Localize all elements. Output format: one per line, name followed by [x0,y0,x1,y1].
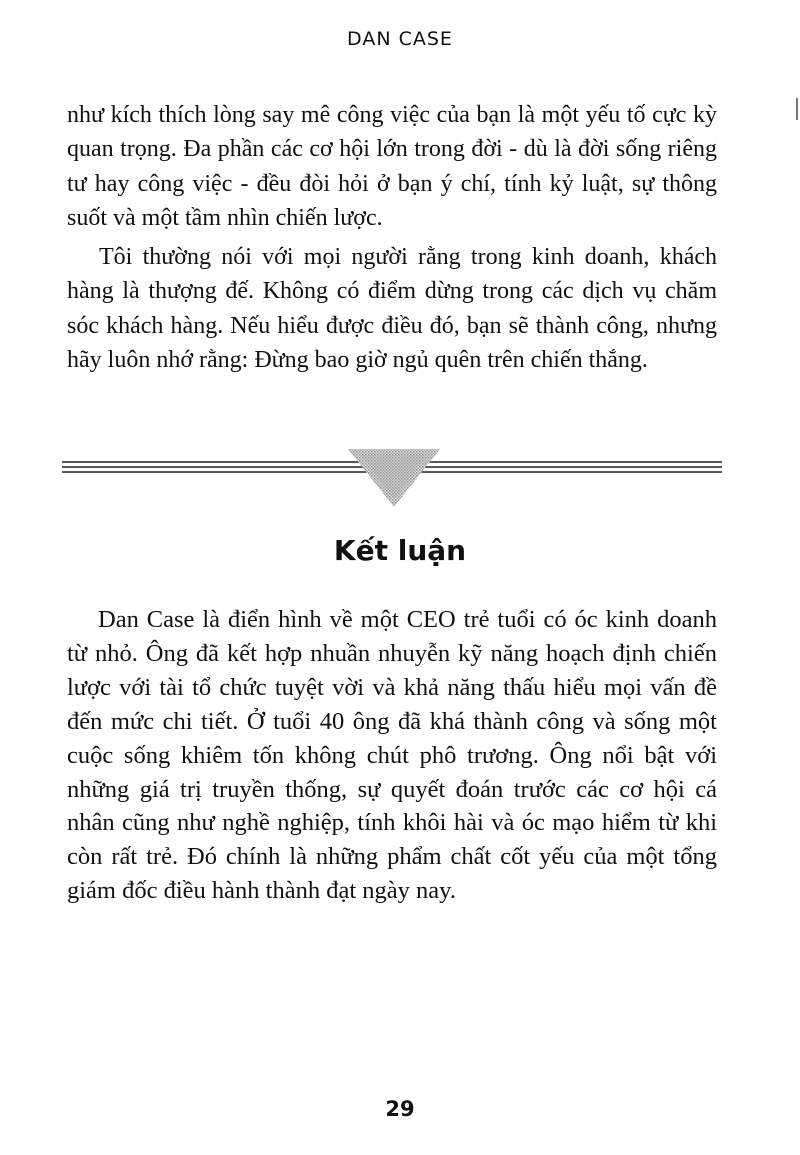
section-title: Kết luận [333,534,467,567]
running-header: DAN CASE [347,28,453,50]
conclusion-paragraph: Dan Case là điển hình về một CEO trẻ tuổi có óc kinh doanh từ nhỏ. Ông đã kết hợp nhuần nhuyễn kỹ năng hoạch định chiến lược với tài tổ chức tuyệt vời và khả năng thấu hiểu mọi vấn đề đến mức chi tiết. Ở tuổi 40 ông đã khá thành công và sống một cuộc sống khiêm tốn không chút phô trương. Ông nổi bật với những giá trị truyền thống, sự quyết đoán trước các cơ hội cá nhân cũng như nghề nghiệp, tính khôi hài và óc mạo hiểm từ khi còn rất trẻ. Đó chính là những phẩm chất cốt yếu của một tổng giám đốc điều hành thành đạt ngày nay. [67,606,717,905]
body-paragraph-1: như kích thích lòng say mê công việc của bạn là một yếu tố cực kỳ quan trọng. Đa phần các cơ hội lớn trong đời - dù là đời sống riêng tư hay công việc - đều đòi hỏi ở bạn ý chí, tính kỷ luật, sự thông suốt và một tầm nhìn chiến lược. [67,102,717,232]
body-paragraph-2: Tôi thường nói với mọi người rằng trong kinh doanh, khách hàng là thượng đế. Không có điểm dừng trong các dịch vụ chăm sóc khách hàng. Nếu hiểu được điều đó, bạn sẽ thành công, nhưng hãy luôn nhớ rằng: Đừng bao giờ ngủ quên trên chiến thắng. [67,244,717,374]
section-divider [62,445,722,515]
page-number: 29 [385,1097,415,1121]
page-edge-mark [796,98,798,120]
